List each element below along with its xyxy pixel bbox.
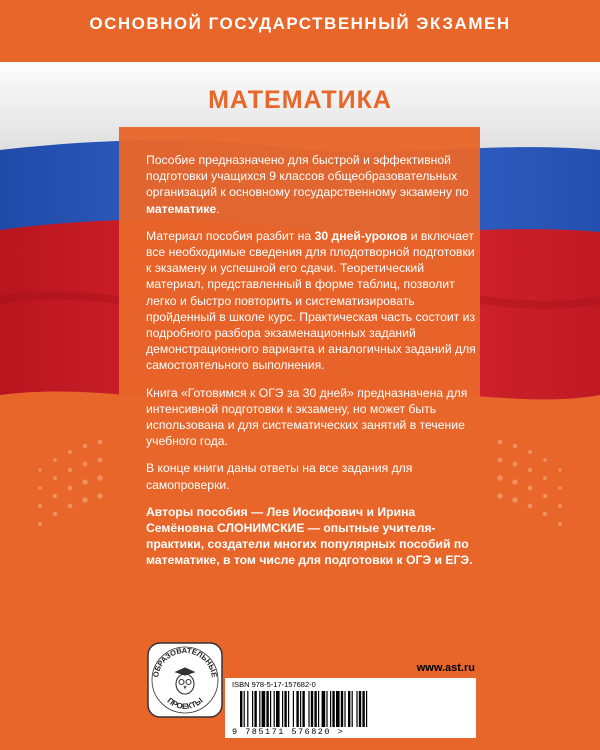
highlight-subject: математике <box>146 201 217 216</box>
exam-title: ОСНОВНОЙ ГОСУДАРСТВЕННЫЙ ЭКЗАМЕН <box>89 14 511 33</box>
isbn-text: ISBN 978-5-17-157682-0 <box>232 680 316 689</box>
publisher-website[interactable]: www.ast.ru <box>416 662 475 674</box>
logo-text-top: ОБРАЗОВАТЕЛЬНЫЕ <box>151 645 219 679</box>
paragraph-structure: Материал пособия разбит на 30 дней-уроков и включает все необходимые сведения для плодотворной подготовки к экзамену и успешной его сдачи. Теоретический материал, представленный в форме таблиц, позволит легко и быстро повторить и систематизировать пройденный в школе курс. Практическая часть состоит из подробного разбора экзаменационных заданий демонстрационного варианта и аналогичных заданий для самостоятельного выполнения. <box>146 228 476 373</box>
paragraph-authors: Авторы пособия — Лев Иосифович и Ирина Семёновна СЛОНИМСКИЕ — опытные учителя-практики, создатели многих популярных пособий по математике, в том числе для подготовки к ОГЭ и ЕГЭ. <box>146 504 473 568</box>
paragraph-usage: Книга «Готовимся к ОГЭ за 30 дней» предназначена для интенсивной подготовки к экзамену, но может быть использована и для систематических занятий в течение учебного года. <box>146 385 468 449</box>
publisher-logo <box>145 640 225 720</box>
barcode-icon <box>238 691 466 727</box>
subject-title: МАТЕМАТИКА <box>208 86 392 114</box>
description-text <box>146 152 476 580</box>
highlight-days: 30 дней-уроков <box>314 228 408 243</box>
logo-text-bottom: ПРОЕКТЫ <box>165 695 205 712</box>
barcode-number: 9 785171 576820 > <box>232 727 345 737</box>
paragraph-purpose: Пособие предназначено для быстрой и эффективной подготовки учащихся 9 классов общеобразовательных организаций к основному государственному экзамену по математике. <box>146 153 469 216</box>
paragraph-answers: В конце книги даны ответы на все задания для самопроверки. <box>146 461 413 492</box>
